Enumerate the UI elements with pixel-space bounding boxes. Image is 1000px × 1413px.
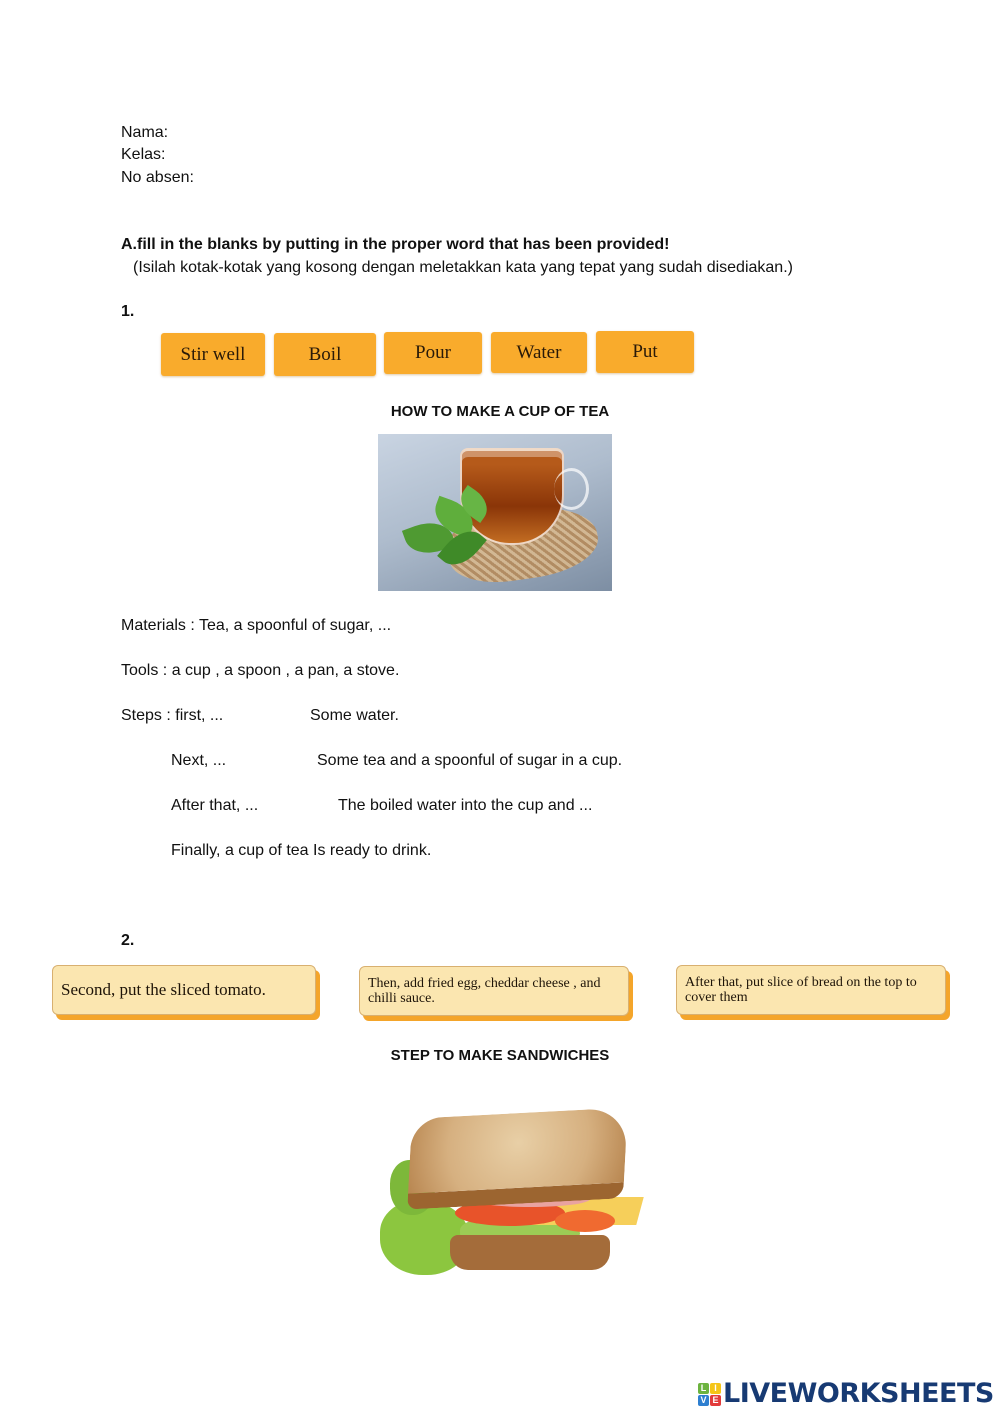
card-after-that[interactable] bbox=[676, 965, 946, 1015]
logo-letter-e: E bbox=[710, 1395, 721, 1406]
card-second-text: Second, put the sliced tomato. bbox=[61, 980, 266, 999]
instructions-subtitle: (Isilah kotak-kotak yang kosong dengan meletakkan kata yang tepat yang sudah disediakan.) bbox=[133, 259, 793, 276]
card-then-text: Then, add fried egg, cheddar cheese , and chilli sauce. bbox=[368, 976, 601, 1006]
word-put[interactable]: Put bbox=[596, 331, 694, 373]
bottom-bread bbox=[450, 1235, 610, 1270]
step-3-prefix: After that, ... bbox=[171, 797, 259, 814]
tomato-slice bbox=[555, 1210, 615, 1232]
top-bread bbox=[407, 1107, 628, 1209]
step-2-text: Some tea and a spoonful of sugar in a cup. bbox=[317, 752, 623, 769]
word-boil[interactable]: Boil bbox=[274, 333, 376, 376]
logo-letter-v: V bbox=[698, 1395, 709, 1406]
word-stir-well[interactable]: Stir well bbox=[161, 333, 265, 376]
logo-letter-i: I bbox=[710, 1383, 721, 1394]
step-1-prefix: Steps : first, ... bbox=[121, 707, 224, 724]
name-label: Nama: bbox=[121, 124, 169, 141]
cup-handle bbox=[554, 468, 589, 510]
sandwich-title: STEP TO MAKE SANDWICHES bbox=[390, 1047, 610, 1064]
logo-text: LIVEWORKSHEETS bbox=[723, 1378, 994, 1409]
step-1-text: Some water. bbox=[310, 707, 399, 724]
absen-label: No absen: bbox=[121, 169, 194, 186]
card-after-that-text: After that, put slice of bread on the top to cover them bbox=[685, 975, 917, 1005]
step-3-text: The boiled water into the cup and ... bbox=[338, 797, 593, 814]
tea-cup-image bbox=[378, 434, 612, 591]
liveworksheets-logo bbox=[698, 1380, 994, 1408]
step-4-text: Finally, a cup of tea Is ready to drink. bbox=[171, 842, 432, 859]
step-2-prefix: Next, ... bbox=[171, 752, 227, 769]
word-water[interactable]: Water bbox=[491, 332, 587, 373]
instructions-title: A.fill in the blanks by putting in the proper word that has been provided! bbox=[121, 236, 670, 253]
card-then[interactable] bbox=[359, 966, 629, 1016]
section-2-number: 2. bbox=[121, 932, 135, 949]
tea-title: HOW TO MAKE A CUP OF TEA bbox=[390, 403, 610, 420]
logo-live-icon bbox=[698, 1383, 721, 1406]
class-label: Kelas: bbox=[121, 146, 166, 163]
sandwich-image bbox=[380, 1105, 650, 1285]
section-1-number: 1. bbox=[121, 303, 135, 320]
word-pour[interactable]: Pour bbox=[384, 332, 482, 374]
materials-text: Materials : Tea, a spoonful of sugar, ... bbox=[121, 617, 392, 634]
logo-letter-l: L bbox=[698, 1383, 709, 1394]
card-second[interactable] bbox=[52, 965, 316, 1015]
tools-text: Tools : a cup , a spoon , a pan, a stove. bbox=[121, 662, 400, 679]
